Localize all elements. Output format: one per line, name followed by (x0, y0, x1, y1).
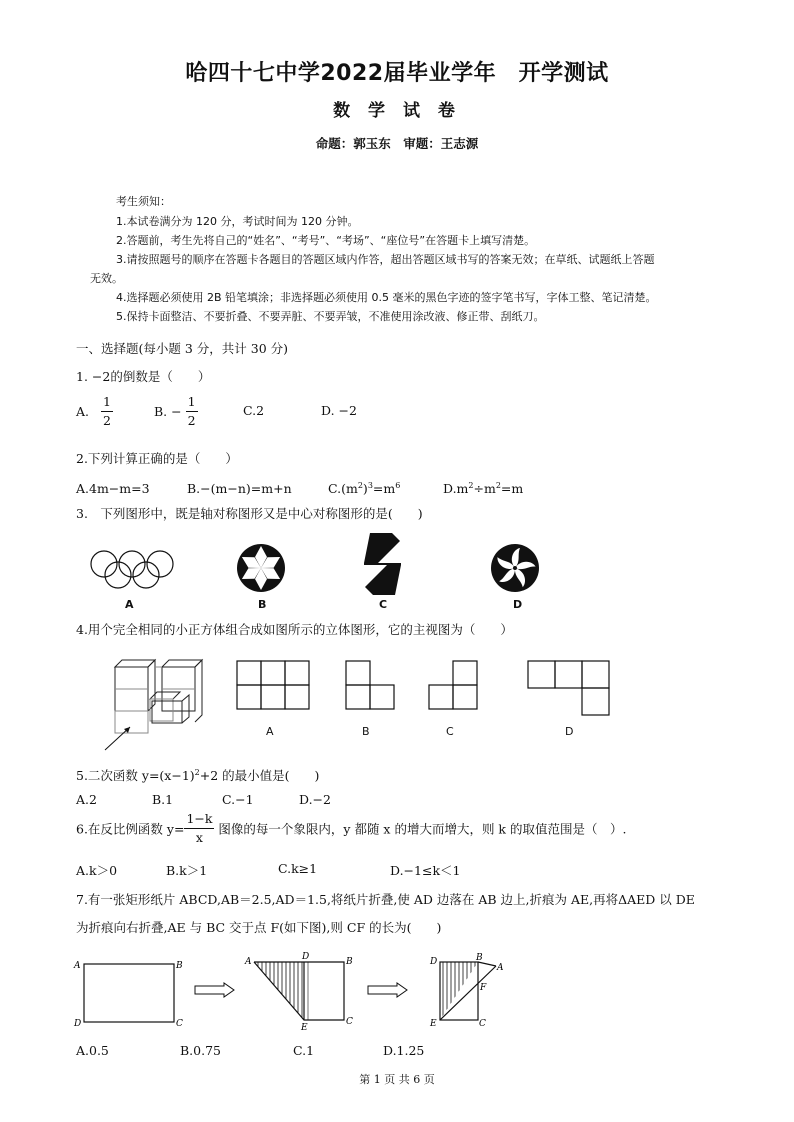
cube-assembly-figure (100, 655, 210, 755)
question-3: 3. 下列图形中，既是轴对称图形又是中心对称图形的是( ) (76, 506, 423, 521)
notice-heading: 考生须知： (116, 195, 171, 208)
q7-figure-rectangle (74, 956, 186, 1028)
text: ) (362, 481, 368, 497)
q3-label-c: C (379, 598, 388, 611)
superscript: 3 (367, 481, 373, 490)
question-5 (76, 766, 319, 784)
q4-view-b (345, 660, 397, 710)
option-prefix: B. − (154, 404, 182, 419)
text: 图像的每一个象限内，y 都随 x 的增大而增大，则 k 的取值范围是（ ）. (214, 821, 627, 837)
question-6 (76, 810, 626, 850)
q2-option-b: B.−(m−n)=m+n (187, 481, 292, 496)
q3-label-b: B (258, 598, 267, 611)
q1-option-d: D. −2 (321, 403, 357, 418)
point-label: C (176, 1019, 183, 1029)
q2-option-a: A.4m−m=3 (76, 481, 150, 496)
point-label: B (476, 953, 483, 963)
q6-option-c: C.k≥1 (278, 861, 318, 876)
notice-item: 4.选择题必须使用 2B 铅笔填涂；非选择题必须使用 0.5 毫米的黑色字迹的签字笔书写，字体工整、笔记清楚。 (116, 291, 657, 304)
point-label: A (74, 961, 81, 971)
q4-view-d (527, 660, 611, 716)
notice-item: 1.本试卷满分为 120 分，考试时间为 120 分钟。 (116, 215, 359, 228)
q4-label-b: B (362, 725, 370, 738)
s-logo-figure (360, 533, 405, 595)
q7-figure-folded-1 (244, 950, 356, 1032)
point-label: B (176, 961, 183, 971)
point-label: D (430, 957, 438, 967)
fraction (101, 393, 113, 430)
q4-view-c (428, 660, 480, 710)
superscript: 2 (468, 481, 474, 490)
q2-option-d (443, 481, 523, 496)
superscript: 2 (495, 481, 501, 490)
q7-option-d: D.1.25 (383, 1043, 425, 1058)
fraction (184, 810, 214, 847)
authors: 命题：郭玉东 审题：王志源 (315, 136, 479, 151)
text: ÷m (473, 481, 496, 497)
fraction (186, 393, 198, 430)
fraction-denominator: x (195, 830, 203, 845)
q3-label-a: A (125, 598, 134, 611)
point-label: C (346, 1017, 353, 1027)
q6-option-b: B.k＞1 (166, 863, 208, 878)
fraction-denominator: 2 (187, 413, 196, 428)
page-footer: 第 1 页 共 6 页 (359, 1073, 435, 1086)
point-label: D (74, 1019, 82, 1029)
q5-option-b: B.1 (152, 792, 174, 807)
point-label: D (302, 952, 310, 962)
q2-option-c (328, 481, 400, 496)
superscript: 2 (357, 481, 363, 490)
text: C.(m (328, 481, 358, 497)
notice-item: 无效。 (90, 272, 123, 285)
point-label: A (497, 963, 504, 973)
transform-arrow-icon (194, 982, 236, 998)
text: +2 的最小值是( ) (199, 768, 320, 783)
fraction-numerator: 1−k (184, 810, 214, 829)
fraction-denominator: 2 (103, 413, 111, 428)
question-7-line-1: 7.有一张矩形纸片 ABCD,AB＝2.5,AD＝1.5,将纸片折叠,使 AD 边落在 AB 边上,折痕为 AE,再将ΔAED 以 DE (76, 892, 695, 907)
q5-option-d: D.−2 (299, 792, 331, 807)
q5-option-c: C.−1 (222, 792, 254, 807)
text: D.m (443, 481, 469, 497)
point-label: F (480, 983, 487, 993)
question-4: 4.用个完全相同的小正方体组合成如图所示的立体图形，它的主视图为（ ） (76, 622, 513, 637)
q4-label-a: A (266, 725, 274, 738)
notice-item: 3.请按照题号的顺序在答题卡各题目的答题区域内作答，超出答题区域书写的答案无效；在草纸、试题纸上答题 (116, 253, 655, 266)
q4-label-c: C (446, 725, 454, 738)
q1-option-c: C.2 (243, 403, 265, 418)
q4-label-d: D (565, 725, 574, 738)
point-label: B (346, 957, 353, 967)
q6-option-d: D.−1≤k＜1 (390, 863, 461, 878)
point-label: C (479, 1019, 486, 1029)
flower-emblem-figure (490, 543, 540, 593)
q1-option-a (76, 393, 113, 433)
section-heading: 一、选择题(每小题 3 分，共计 30 分) (76, 341, 289, 356)
q6-option-a: A.k＞0 (76, 863, 118, 878)
option-prefix: A. (76, 404, 90, 419)
q4-view-a (236, 660, 312, 710)
superscript: 6 (395, 481, 401, 490)
notice-item: 2.答题前，考生先将自己的“姓名”、“考号”、“考场”、“座位号”在答题卡上填写清楚。 (116, 234, 536, 247)
q7-option-c: C.1 (293, 1043, 315, 1058)
point-label: A (245, 957, 252, 967)
text: 5.二次函数 y=(x−1) (76, 768, 195, 783)
page-subtitle: 数 学 试 卷 (333, 101, 461, 121)
q7-option-b: B.0.75 (180, 1043, 221, 1058)
q1-option-b (154, 393, 198, 433)
q5-option-a: A.2 (76, 792, 97, 807)
q3-label-d: D (513, 598, 523, 611)
question-1: 1. −2的倒数是（ ） (76, 369, 211, 384)
star-emblem-figure (236, 543, 286, 593)
q7-figure-folded-2 (428, 950, 512, 1032)
point-label: E (430, 1019, 437, 1029)
page-title: 哈四十七中学2022届毕业学年 开学测试 (185, 61, 609, 86)
fraction-numerator: 1 (186, 393, 198, 412)
olympic-rings-figure (88, 548, 178, 584)
text: =m (372, 481, 396, 497)
notice-item: 5.保持卡面整洁、不要折叠、不要弄脏、不要弄皱，不准使用涂改液、修正带、刮纸刀。 (116, 310, 545, 323)
question-7-line-2: 为折痕向右折叠,AE 与 BC 交于点 F(如下图),则 CF 的长为( ) (76, 920, 442, 935)
question-2: 2.下列计算正确的是（ ） (76, 451, 238, 466)
text: =m (500, 481, 524, 497)
q7-option-a: A.0.5 (76, 1043, 109, 1058)
transform-arrow-icon (367, 982, 409, 998)
text: 6.在反比例函数 y= (76, 821, 185, 837)
point-label: E (301, 1023, 308, 1033)
fraction-numerator: 1 (101, 393, 113, 412)
superscript: 2 (194, 767, 200, 777)
